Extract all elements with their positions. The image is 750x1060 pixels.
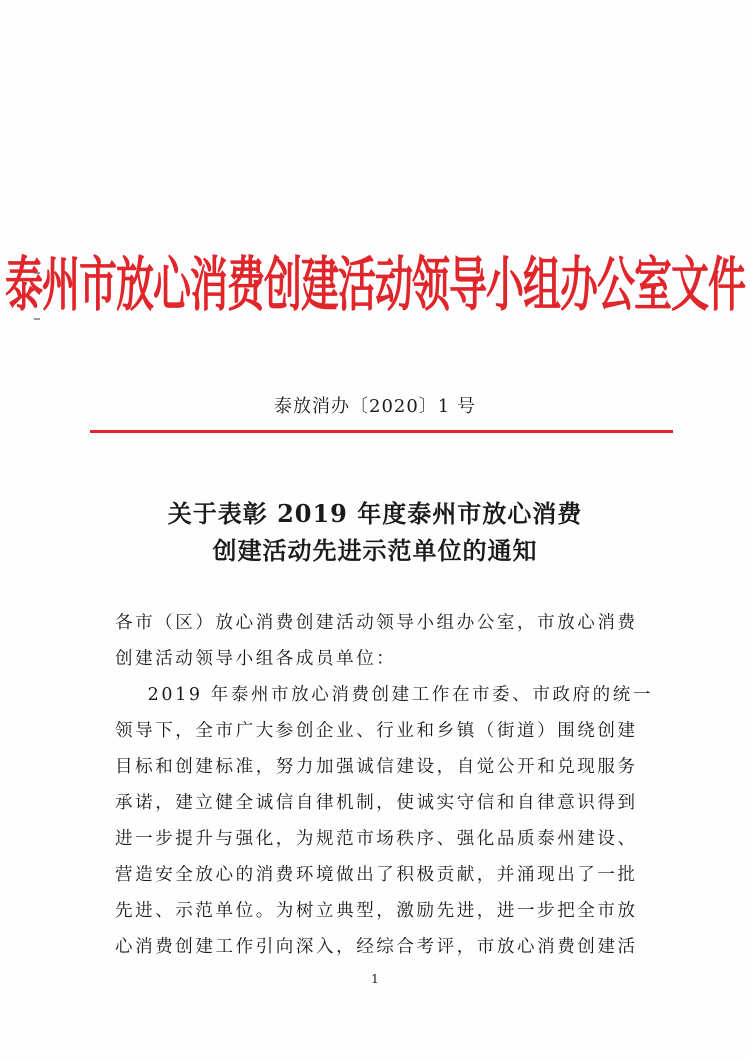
document-number: 泰放消办〔2020〕1 号 <box>274 396 476 417</box>
body-line: 进一步提升与强化，为规范市场秩序、强化品质泰州建设、 <box>115 829 638 849</box>
body-line: 领导下，全市广大参创企业、行业和乡镇（街道）围绕创建 <box>115 721 638 741</box>
page-number: 1 <box>371 972 379 986</box>
body-line: 承诺，建立健全诚信自律机制，使诚实守信和自律意识得到 <box>115 793 638 813</box>
body-line: 目标和创建标准，努力加强诚信建设，自觉公开和兑现服务 <box>115 757 638 777</box>
body-line: 心消费创建工作引向深入，经综合考评，市放心消费创建活 <box>115 937 638 957</box>
body-line: 营造安全放心的消费环境做出了积极贡献，并涌现出了一批 <box>115 865 638 885</box>
notice-title-line-1: 关于表彰 2019 年度泰州市放心消费 <box>167 499 583 528</box>
issuer-header: 泰州市放心消费创建活动领导小组办公室文件 <box>4 249 745 320</box>
salutation-line-2: 创建活动领导小组各成员单位： <box>115 649 397 669</box>
body-line: 先进、示范单位。为树立典型，激励先进，进一步把全市放 <box>115 901 638 921</box>
red-divider-line <box>90 430 673 433</box>
body-line: 2019 年泰州市放心消费创建工作在市委、市政府的统一 <box>115 685 653 705</box>
salutation-line-1: 各市（区）放心消费创建活动领导小组办公室，市放心消费 <box>115 613 638 633</box>
notice-title-line-2: 创建活动先进示范单位的通知 <box>212 536 538 565</box>
